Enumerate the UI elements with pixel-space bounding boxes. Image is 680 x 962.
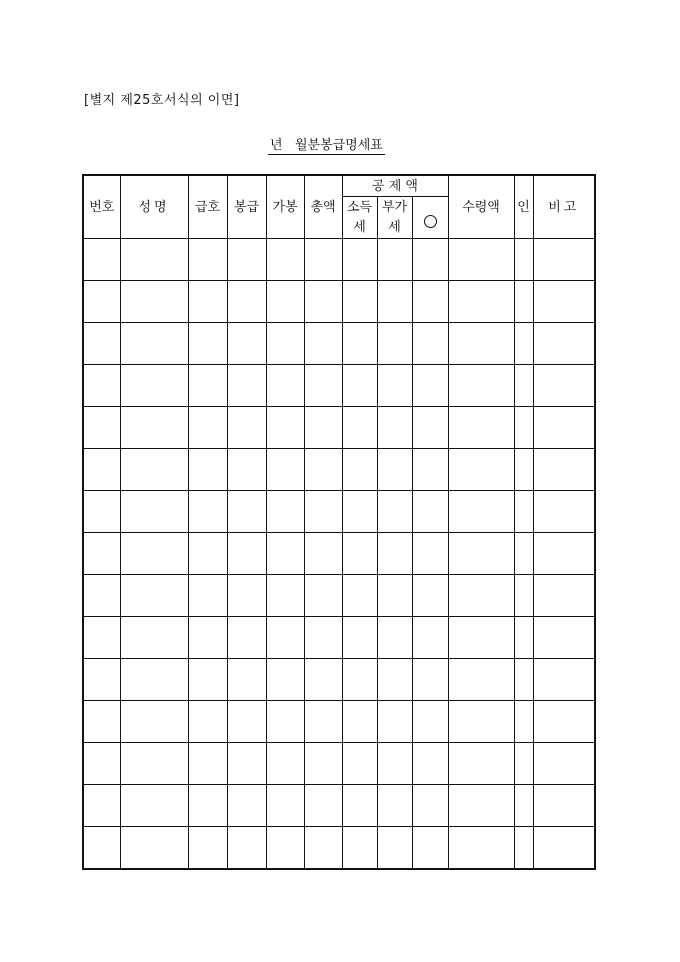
cell-other-deduction[interactable] [412,407,448,449]
cell-other-deduction[interactable] [412,659,448,701]
cell-surtax[interactable] [377,743,412,785]
cell-remarks[interactable] [533,701,595,743]
cell-remarks[interactable] [533,743,595,785]
cell-other-deduction[interactable] [412,323,448,365]
table-row [83,449,595,491]
cell-number[interactable] [83,365,120,407]
cell-additional[interactable] [266,659,304,701]
cell-seal[interactable] [514,323,533,365]
cell-additional[interactable] [266,239,304,281]
cell-salary[interactable] [227,407,266,449]
cell-name[interactable] [120,365,188,407]
cell-salary[interactable] [227,659,266,701]
cell-income-tax[interactable] [342,827,377,870]
cell-remarks[interactable] [533,365,595,407]
salary-statement-table [82,174,596,870]
cell-other-deduction[interactable] [412,281,448,323]
table-row [83,743,595,785]
cell-number[interactable] [83,449,120,491]
cell-total[interactable] [304,575,342,617]
cell-number[interactable] [83,743,120,785]
cell-surtax[interactable] [377,785,412,827]
table-row [83,533,595,575]
cell-salary[interactable] [227,617,266,659]
cell-name[interactable] [120,239,188,281]
cell-grade[interactable] [188,827,227,870]
cell-total[interactable] [304,785,342,827]
cell-seal[interactable] [514,281,533,323]
cell-income-tax[interactable] [342,659,377,701]
cell-number[interactable] [83,239,120,281]
cell-seal[interactable] [514,659,533,701]
cell-grade[interactable] [188,407,227,449]
cell-seal[interactable] [514,407,533,449]
cell-surtax[interactable] [377,575,412,617]
cell-net-amount[interactable] [448,617,514,659]
table-row [83,323,595,365]
header-remarks: 비고 [533,175,595,239]
header-other-deduction [412,197,448,239]
cell-grade[interactable] [188,617,227,659]
cell-income-tax[interactable] [342,575,377,617]
cell-surtax[interactable] [377,617,412,659]
header-name: 성명 [120,175,188,239]
cell-net-amount[interactable] [448,407,514,449]
cell-remarks[interactable] [533,407,595,449]
cell-number[interactable] [83,575,120,617]
header-income-tax [342,197,377,239]
cell-net-amount[interactable] [448,365,514,407]
cell-net-amount[interactable] [448,491,514,533]
cell-grade[interactable] [188,281,227,323]
cell-number[interactable] [83,533,120,575]
cell-surtax[interactable] [377,659,412,701]
cell-net-amount[interactable] [448,323,514,365]
cell-surtax[interactable] [377,491,412,533]
cell-number[interactable] [83,407,120,449]
cell-number[interactable] [83,323,120,365]
header-surtax-line2: 세 [388,219,401,235]
cell-name[interactable] [120,449,188,491]
cell-grade[interactable] [188,449,227,491]
cell-surtax[interactable] [377,533,412,575]
cell-income-tax[interactable] [342,785,377,827]
cell-salary[interactable] [227,785,266,827]
header-surtax [377,197,412,239]
table-row [83,239,595,281]
cell-grade[interactable] [188,659,227,701]
cell-net-amount[interactable] [448,239,514,281]
cell-additional[interactable] [266,827,304,870]
cell-name[interactable] [120,491,188,533]
cell-total[interactable] [304,365,342,407]
table-row [83,617,595,659]
cell-number[interactable] [83,827,120,870]
cell-name[interactable] [120,743,188,785]
cell-total[interactable] [304,491,342,533]
cell-grade[interactable] [188,533,227,575]
cell-net-amount[interactable] [448,575,514,617]
cell-seal[interactable] [514,365,533,407]
cell-seal[interactable] [514,617,533,659]
cell-remarks[interactable] [533,281,595,323]
cell-income-tax[interactable] [342,533,377,575]
cell-seal[interactable] [514,701,533,743]
cell-seal[interactable] [514,239,533,281]
cell-salary[interactable] [227,575,266,617]
table-row [83,365,595,407]
cell-surtax[interactable] [377,323,412,365]
cell-seal[interactable] [514,491,533,533]
cell-salary[interactable] [227,323,266,365]
header-income-tax-line1: 소득 [346,199,373,215]
cell-grade[interactable] [188,575,227,617]
header-salary: 봉급 [227,175,266,239]
table-row [83,407,595,449]
cell-additional[interactable] [266,575,304,617]
cell-income-tax[interactable] [342,323,377,365]
header-seal: 인 [514,175,533,239]
cell-remarks[interactable] [533,827,595,870]
table-row [83,575,595,617]
table-row [83,491,595,533]
cell-additional[interactable] [266,449,304,491]
cell-additional[interactable] [266,407,304,449]
cell-income-tax[interactable] [342,365,377,407]
cell-number[interactable] [83,491,120,533]
cell-net-amount[interactable] [448,659,514,701]
cell-number[interactable] [83,617,120,659]
cell-total[interactable] [304,239,342,281]
cell-additional[interactable] [266,365,304,407]
cell-surtax[interactable] [377,827,412,870]
cell-surtax[interactable] [377,281,412,323]
cell-grade[interactable] [188,491,227,533]
header-net-amount: 수령액 [448,175,514,239]
cell-additional[interactable] [266,533,304,575]
cell-salary[interactable] [227,365,266,407]
cell-additional[interactable] [266,617,304,659]
cell-remarks[interactable] [533,491,595,533]
cell-name[interactable] [120,281,188,323]
cell-salary[interactable] [227,827,266,870]
cell-name[interactable] [120,575,188,617]
cell-net-amount[interactable] [448,701,514,743]
cell-other-deduction[interactable] [412,827,448,870]
header-grade: 급호 [188,175,227,239]
cell-surtax[interactable] [377,365,412,407]
cell-number[interactable] [83,785,120,827]
cell-total[interactable] [304,407,342,449]
cell-net-amount[interactable] [448,785,514,827]
table-row [83,827,595,870]
cell-other-deduction[interactable] [412,617,448,659]
cell-income-tax[interactable] [342,617,377,659]
form-label: [별지 제25호서식의 이면] [84,93,240,108]
cell-net-amount[interactable] [448,743,514,785]
cell-other-deduction[interactable] [412,449,448,491]
cell-number[interactable] [83,281,120,323]
header-additional-pay: 가봉 [266,175,304,239]
cell-surtax[interactable] [377,407,412,449]
cell-salary[interactable] [227,701,266,743]
cell-grade[interactable] [188,785,227,827]
cell-salary[interactable] [227,239,266,281]
header-surtax-line1: 부가 [381,199,408,215]
cell-other-deduction[interactable] [412,743,448,785]
cell-salary[interactable] [227,743,266,785]
cell-other-deduction[interactable] [412,239,448,281]
cell-remarks[interactable] [533,323,595,365]
cell-total[interactable] [304,827,342,870]
cell-salary[interactable] [227,449,266,491]
page-title: 년 월분봉급명세표 [268,134,385,155]
cell-total[interactable] [304,659,342,701]
table-row [83,785,595,827]
cell-additional[interactable] [266,785,304,827]
cell-name[interactable] [120,323,188,365]
cell-income-tax[interactable] [342,449,377,491]
cell-salary[interactable] [227,533,266,575]
cell-name[interactable] [120,827,188,870]
table-row [83,281,595,323]
cell-total[interactable] [304,323,342,365]
cell-net-amount[interactable] [448,281,514,323]
cell-number[interactable] [83,659,120,701]
cell-total[interactable] [304,617,342,659]
circle-icon [424,215,437,228]
cell-other-deduction[interactable] [412,701,448,743]
cell-income-tax[interactable] [342,743,377,785]
cell-name[interactable] [120,533,188,575]
cell-net-amount[interactable] [448,827,514,870]
cell-additional[interactable] [266,491,304,533]
cell-total[interactable] [304,281,342,323]
header-income-tax-line2: 세 [353,219,366,235]
cell-surtax[interactable] [377,239,412,281]
header-total: 총액 [304,175,342,239]
cell-income-tax[interactable] [342,491,377,533]
cell-salary[interactable] [227,281,266,323]
cell-additional[interactable] [266,323,304,365]
header-deductions-group: 공 제 액 [342,175,448,197]
cell-income-tax[interactable] [342,281,377,323]
cell-seal[interactable] [514,785,533,827]
cell-remarks[interactable] [533,575,595,617]
cell-income-tax[interactable] [342,239,377,281]
header-number: 번호 [83,175,120,239]
cell-other-deduction[interactable] [412,575,448,617]
cell-income-tax[interactable] [342,407,377,449]
cell-grade[interactable] [188,323,227,365]
cell-total[interactable] [304,701,342,743]
cell-net-amount[interactable] [448,533,514,575]
cell-net-amount[interactable] [448,449,514,491]
cell-additional[interactable] [266,743,304,785]
table-body [83,239,595,870]
cell-number[interactable] [83,701,120,743]
cell-grade[interactable] [188,239,227,281]
cell-other-deduction[interactable] [412,365,448,407]
cell-grade[interactable] [188,701,227,743]
cell-remarks[interactable] [533,239,595,281]
table-row [83,659,595,701]
cell-remarks[interactable] [533,533,595,575]
cell-additional[interactable] [266,701,304,743]
cell-other-deduction[interactable] [412,533,448,575]
cell-other-deduction[interactable] [412,785,448,827]
cell-total[interactable] [304,743,342,785]
cell-remarks[interactable] [533,617,595,659]
table-row [83,701,595,743]
cell-name[interactable] [120,617,188,659]
cell-additional[interactable] [266,281,304,323]
cell-grade[interactable] [188,743,227,785]
cell-other-deduction[interactable] [412,491,448,533]
cell-remarks[interactable] [533,449,595,491]
cell-total[interactable] [304,449,342,491]
cell-remarks[interactable] [533,659,595,701]
cell-surtax[interactable] [377,449,412,491]
cell-seal[interactable] [514,533,533,575]
cell-total[interactable] [304,533,342,575]
cell-name[interactable] [120,659,188,701]
cell-name[interactable] [120,701,188,743]
cell-income-tax[interactable] [342,701,377,743]
cell-surtax[interactable] [377,701,412,743]
cell-salary[interactable] [227,491,266,533]
cell-seal[interactable] [514,449,533,491]
cell-remarks[interactable] [533,785,595,827]
cell-seal[interactable] [514,827,533,870]
cell-seal[interactable] [514,575,533,617]
cell-seal[interactable] [514,743,533,785]
cell-grade[interactable] [188,365,227,407]
cell-name[interactable] [120,407,188,449]
cell-name[interactable] [120,785,188,827]
